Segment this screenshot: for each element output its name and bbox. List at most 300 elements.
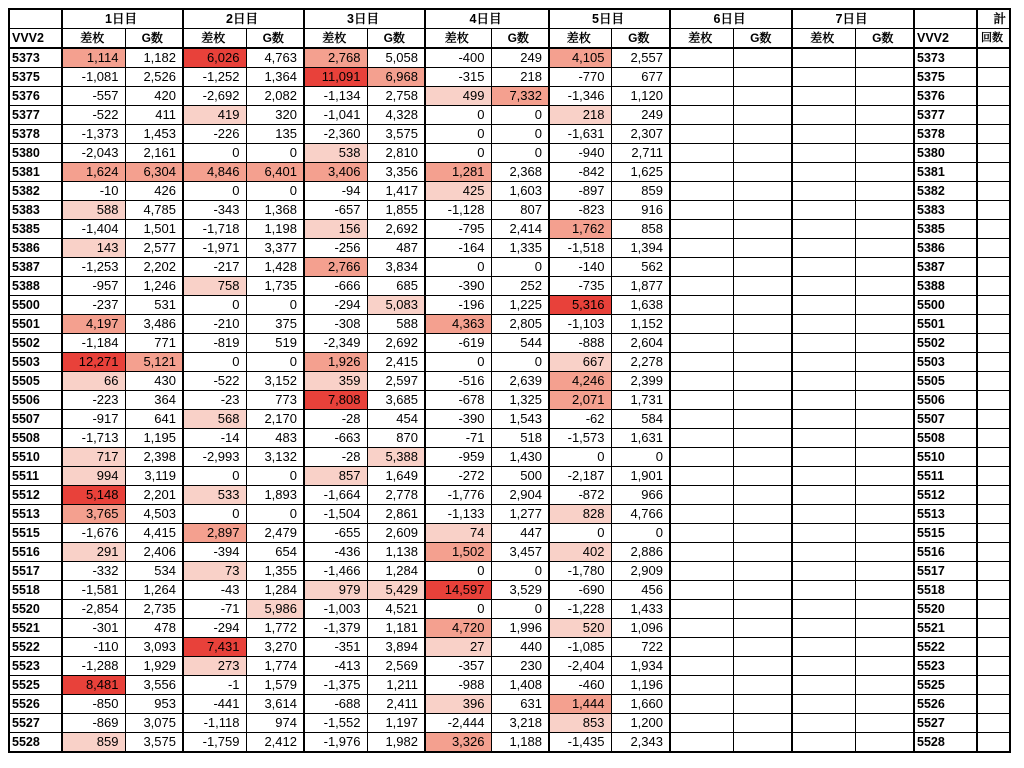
- g-cell: 5,121: [125, 353, 183, 372]
- g-cell: 2,735: [125, 600, 183, 619]
- g-cell: 500: [491, 467, 549, 486]
- sa-cell: 0: [183, 144, 246, 163]
- sa-cell: -1,759: [183, 733, 246, 753]
- machine-number-right: 5505: [914, 372, 977, 391]
- machine-number-right: 5375: [914, 68, 977, 87]
- machine-number-right: 5512: [914, 486, 977, 505]
- g-cell: [733, 562, 792, 581]
- machine-number-right: 5518: [914, 581, 977, 600]
- sa-cell: -71: [183, 600, 246, 619]
- g-cell: 4,415: [125, 524, 183, 543]
- g-cell: 3,529: [491, 581, 549, 600]
- sa-cell: -663: [304, 429, 367, 448]
- machine-column-label-right: VVV2: [914, 29, 977, 49]
- count-cell: [977, 144, 1010, 163]
- sa-cell: 74: [425, 524, 491, 543]
- machine-number-right: 5526: [914, 695, 977, 714]
- g-cell: [733, 277, 792, 296]
- sa-cell: 994: [62, 467, 125, 486]
- sa-cell: [792, 486, 855, 505]
- sa-cell: 73: [183, 562, 246, 581]
- sa-cell: 3,326: [425, 733, 491, 753]
- g-cell: 2,412: [246, 733, 304, 753]
- g-cell: [855, 600, 914, 619]
- g-cell: 3,457: [491, 543, 549, 562]
- sa-cell: 0: [425, 353, 491, 372]
- sa-cell: [670, 277, 733, 296]
- sa-cell: -1,184: [62, 334, 125, 353]
- g-cell: 3,575: [367, 125, 425, 144]
- sa-cell: [670, 182, 733, 201]
- g-cell: 807: [491, 201, 549, 220]
- g-cell: 2,904: [491, 486, 549, 505]
- g-header: G数: [246, 29, 304, 49]
- g-cell: 1,198: [246, 220, 304, 239]
- g-cell: 3,218: [491, 714, 549, 733]
- g-cell: 2,711: [611, 144, 670, 163]
- g-cell: 4,785: [125, 201, 183, 220]
- sa-cell: 667: [549, 353, 611, 372]
- machine-number-right: 5521: [914, 619, 977, 638]
- g-cell: 2,161: [125, 144, 183, 163]
- g-cell: 2,398: [125, 448, 183, 467]
- sa-cell: -140: [549, 258, 611, 277]
- sa-cell: -1,780: [549, 562, 611, 581]
- g-cell: 1,325: [491, 391, 549, 410]
- sa-cell: 0: [425, 144, 491, 163]
- sa-cell: -1,128: [425, 201, 491, 220]
- g-cell: 364: [125, 391, 183, 410]
- g-cell: [855, 315, 914, 334]
- sa-cell: -23: [183, 391, 246, 410]
- g-cell: 654: [246, 543, 304, 562]
- g-cell: 2,692: [367, 220, 425, 239]
- g-cell: 3,894: [367, 638, 425, 657]
- machine-number-right: 5385: [914, 220, 977, 239]
- sa-cell: 0: [183, 296, 246, 315]
- sa-cell: 3,406: [304, 163, 367, 182]
- g-cell: 1,660: [611, 695, 670, 714]
- g-cell: 1,200: [611, 714, 670, 733]
- machine-number-right: 5377: [914, 106, 977, 125]
- machine-row: [9, 125, 1010, 144]
- count-cell: [977, 600, 1010, 619]
- machine-number-right: 5501: [914, 315, 977, 334]
- g-cell: [733, 391, 792, 410]
- sa-cell: -897: [549, 182, 611, 201]
- g-cell: [733, 334, 792, 353]
- g-cell: 2,557: [611, 48, 670, 68]
- g-cell: [733, 619, 792, 638]
- count-cell: [977, 315, 1010, 334]
- g-cell: 1,138: [367, 543, 425, 562]
- count-cell: [977, 106, 1010, 125]
- g-cell: 430: [125, 372, 183, 391]
- sa-cell: -210: [183, 315, 246, 334]
- count-cell: [977, 296, 1010, 315]
- g-cell: 2,414: [491, 220, 549, 239]
- g-cell: 1,394: [611, 239, 670, 258]
- sa-cell: -1,676: [62, 524, 125, 543]
- sa-cell: -1,253: [62, 258, 125, 277]
- sa-cell: 0: [425, 562, 491, 581]
- count-cell: [977, 182, 1010, 201]
- sa-cell: -1,976: [304, 733, 367, 753]
- g-cell: [855, 163, 914, 182]
- sa-cell: -619: [425, 334, 491, 353]
- sa-cell: 2,768: [304, 48, 367, 68]
- sa-cell: -394: [183, 543, 246, 562]
- machine-header-blank: [914, 9, 977, 29]
- machine-row: [9, 429, 1010, 448]
- g-cell: 3,556: [125, 676, 183, 695]
- day-header: 7日目: [792, 9, 914, 29]
- g-cell: [855, 657, 914, 676]
- g-cell: 1,735: [246, 277, 304, 296]
- g-cell: 5,986: [246, 600, 304, 619]
- count-header: 回数: [977, 29, 1010, 49]
- count-cell: [977, 676, 1010, 695]
- sa-cell: -1,776: [425, 486, 491, 505]
- sa-header: 差枚: [304, 29, 367, 49]
- sa-cell: [670, 695, 733, 714]
- count-cell: [977, 201, 1010, 220]
- machine-number-right: 5520: [914, 600, 977, 619]
- sa-cell: -413: [304, 657, 367, 676]
- machine-number: 5508: [9, 429, 62, 448]
- machine-number: 5387: [9, 258, 62, 277]
- g-cell: [733, 600, 792, 619]
- g-cell: 6,968: [367, 68, 425, 87]
- sa-cell: [792, 638, 855, 657]
- sa-cell: 533: [183, 486, 246, 505]
- machine-row: [9, 562, 1010, 581]
- sa-cell: [670, 657, 733, 676]
- sa-cell: -357: [425, 657, 491, 676]
- machine-number-right: 5503: [914, 353, 977, 372]
- g-cell: 2,909: [611, 562, 670, 581]
- day-header-row: [9, 9, 1010, 29]
- machine-row: [9, 220, 1010, 239]
- sa-cell: [670, 524, 733, 543]
- sa-cell: -315: [425, 68, 491, 87]
- sa-cell: [792, 733, 855, 753]
- g-cell: [733, 524, 792, 543]
- sa-cell: -2,993: [183, 448, 246, 467]
- sa-header: 差枚: [549, 29, 611, 49]
- sa-cell: [670, 372, 733, 391]
- sa-cell: -43: [183, 581, 246, 600]
- sa-cell: -516: [425, 372, 491, 391]
- g-cell: 487: [367, 239, 425, 258]
- g-cell: [855, 429, 914, 448]
- g-cell: [855, 467, 914, 486]
- g-cell: [733, 48, 792, 68]
- g-cell: [855, 334, 914, 353]
- g-cell: 0: [246, 182, 304, 201]
- sa-cell: -2,692: [183, 87, 246, 106]
- sa-cell: [792, 68, 855, 87]
- g-cell: 2,577: [125, 239, 183, 258]
- sa-cell: [792, 125, 855, 144]
- g-cell: [733, 258, 792, 277]
- sa-cell: -940: [549, 144, 611, 163]
- sa-cell: -557: [62, 87, 125, 106]
- sa-cell: 396: [425, 695, 491, 714]
- machine-number-right: 5525: [914, 676, 977, 695]
- machine-row: [9, 201, 1010, 220]
- sa-cell: -1,252: [183, 68, 246, 87]
- sa-cell: -657: [304, 201, 367, 220]
- sa-cell: 218: [549, 106, 611, 125]
- g-cell: 1,152: [611, 315, 670, 334]
- sa-cell: -2,404: [549, 657, 611, 676]
- count-cell: [977, 733, 1010, 753]
- g-cell: [733, 296, 792, 315]
- sa-cell: -1,581: [62, 581, 125, 600]
- g-cell: 5,058: [367, 48, 425, 68]
- sa-cell: -1,103: [549, 315, 611, 334]
- g-cell: 218: [491, 68, 549, 87]
- sa-cell: [670, 638, 733, 657]
- g-cell: 1,982: [367, 733, 425, 753]
- sa-cell: [792, 239, 855, 258]
- sa-cell: -1,134: [304, 87, 367, 106]
- sa-cell: 7,808: [304, 391, 367, 410]
- g-cell: 2,307: [611, 125, 670, 144]
- sa-cell: [792, 619, 855, 638]
- sa-cell: [670, 106, 733, 125]
- g-cell: 771: [125, 334, 183, 353]
- machine-row: [9, 676, 1010, 695]
- g-cell: 916: [611, 201, 670, 220]
- machine-number: 5382: [9, 182, 62, 201]
- sa-cell: [670, 353, 733, 372]
- g-cell: [855, 619, 914, 638]
- machine-number: 5527: [9, 714, 62, 733]
- sa-cell: 0: [183, 467, 246, 486]
- g-cell: 0: [246, 505, 304, 524]
- sa-cell: -1: [183, 676, 246, 695]
- sa-cell: -1,081: [62, 68, 125, 87]
- sa-cell: -819: [183, 334, 246, 353]
- g-cell: 1,631: [611, 429, 670, 448]
- sa-cell: -226: [183, 125, 246, 144]
- sa-cell: -1,375: [304, 676, 367, 695]
- g-cell: 0: [491, 600, 549, 619]
- g-cell: 588: [367, 315, 425, 334]
- count-cell: [977, 486, 1010, 505]
- machine-number: 5503: [9, 353, 62, 372]
- g-cell: 1,877: [611, 277, 670, 296]
- g-cell: 7,332: [491, 87, 549, 106]
- sa-cell: -301: [62, 619, 125, 638]
- machine-number: 5517: [9, 562, 62, 581]
- machine-number: 5507: [9, 410, 62, 429]
- sa-cell: -2,043: [62, 144, 125, 163]
- sa-cell: [792, 220, 855, 239]
- sa-cell: 0: [425, 600, 491, 619]
- sa-cell: 425: [425, 182, 491, 201]
- sa-cell: -1,346: [549, 87, 611, 106]
- day-header: 2日目: [183, 9, 304, 29]
- machine-number: 5525: [9, 676, 62, 695]
- machine-row: [9, 334, 1010, 353]
- machine-number-right: 5378: [914, 125, 977, 144]
- g-cell: [733, 543, 792, 562]
- machine-number-right: 5373: [914, 48, 977, 68]
- g-cell: 320: [246, 106, 304, 125]
- sa-cell: 1,502: [425, 543, 491, 562]
- machine-number-right: 5528: [914, 733, 977, 753]
- g-cell: [733, 239, 792, 258]
- g-cell: 249: [611, 106, 670, 125]
- machine-number-right: 5386: [914, 239, 977, 258]
- machine-number: 5502: [9, 334, 62, 353]
- sa-cell: [670, 619, 733, 638]
- g-cell: 1,893: [246, 486, 304, 505]
- machine-number-right: 5527: [914, 714, 977, 733]
- sa-cell: [792, 372, 855, 391]
- g-cell: [855, 372, 914, 391]
- machine-number-right: 5502: [914, 334, 977, 353]
- sa-cell: 1,444: [549, 695, 611, 714]
- sa-cell: -1,713: [62, 429, 125, 448]
- count-cell: [977, 505, 1010, 524]
- machine-number-right: 5523: [914, 657, 977, 676]
- machine-number: 5376: [9, 87, 62, 106]
- sa-cell: -1,404: [62, 220, 125, 239]
- sa-cell: -217: [183, 258, 246, 277]
- sa-cell: -94: [304, 182, 367, 201]
- sa-cell: -294: [304, 296, 367, 315]
- g-cell: 1,579: [246, 676, 304, 695]
- machine-number-right: 5383: [914, 201, 977, 220]
- total-header: 計: [977, 9, 1010, 29]
- sa-cell: -1,573: [549, 429, 611, 448]
- sa-cell: 538: [304, 144, 367, 163]
- sa-cell: 0: [549, 524, 611, 543]
- g-cell: 3,575: [125, 733, 183, 753]
- g-cell: 3,075: [125, 714, 183, 733]
- g-cell: 1,364: [246, 68, 304, 87]
- g-cell: [733, 163, 792, 182]
- sa-cell: -869: [62, 714, 125, 733]
- g-cell: [733, 486, 792, 505]
- sa-cell: [792, 467, 855, 486]
- sa-cell: [792, 581, 855, 600]
- sa-cell: -400: [425, 48, 491, 68]
- g-cell: 641: [125, 410, 183, 429]
- sa-cell: 1,114: [62, 48, 125, 68]
- day-header: 5日目: [549, 9, 670, 29]
- g-cell: 252: [491, 277, 549, 296]
- g-cell: 1,277: [491, 505, 549, 524]
- sa-cell: -1,003: [304, 600, 367, 619]
- day-header: 3日目: [304, 9, 425, 29]
- g-cell: [855, 410, 914, 429]
- g-cell: [855, 543, 914, 562]
- sa-cell: 8,481: [62, 676, 125, 695]
- g-cell: 4,763: [246, 48, 304, 68]
- machine-number: 5501: [9, 315, 62, 334]
- sa-cell: [792, 695, 855, 714]
- machine-row: [9, 638, 1010, 657]
- sa-cell: 588: [62, 201, 125, 220]
- g-cell: [855, 353, 914, 372]
- g-cell: 440: [491, 638, 549, 657]
- sa-cell: [792, 277, 855, 296]
- sa-cell: -10: [62, 182, 125, 201]
- machine-row: [9, 657, 1010, 676]
- machine-row: [9, 448, 1010, 467]
- g-cell: 0: [491, 353, 549, 372]
- g-cell: [733, 106, 792, 125]
- count-cell: [977, 581, 1010, 600]
- sa-cell: [792, 429, 855, 448]
- sa-cell: [792, 391, 855, 410]
- g-cell: 1,211: [367, 676, 425, 695]
- sa-cell: -256: [304, 239, 367, 258]
- machine-number: 5518: [9, 581, 62, 600]
- machine-number: 5510: [9, 448, 62, 467]
- machine-number: 5373: [9, 48, 62, 68]
- sa-cell: -690: [549, 581, 611, 600]
- g-cell: 518: [491, 429, 549, 448]
- sa-cell: -71: [425, 429, 491, 448]
- sa-cell: -678: [425, 391, 491, 410]
- sa-cell: [670, 562, 733, 581]
- sa-cell: [792, 676, 855, 695]
- machine-number-right: 5508: [914, 429, 977, 448]
- machine-number-right: 5387: [914, 258, 977, 277]
- machine-number-right: 5500: [914, 296, 977, 315]
- g-cell: 1,120: [611, 87, 670, 106]
- g-cell: 544: [491, 334, 549, 353]
- count-cell: [977, 87, 1010, 106]
- count-cell: [977, 68, 1010, 87]
- sa-cell: 4,363: [425, 315, 491, 334]
- sa-cell: -823: [549, 201, 611, 220]
- machine-row: [9, 48, 1010, 68]
- machine-row: [9, 714, 1010, 733]
- g-cell: [733, 733, 792, 753]
- g-cell: 1,603: [491, 182, 549, 201]
- g-cell: 1,096: [611, 619, 670, 638]
- sa-cell: 1,926: [304, 353, 367, 372]
- sa-cell: 758: [183, 277, 246, 296]
- machine-row: [9, 600, 1010, 619]
- g-cell: 2,368: [491, 163, 549, 182]
- g-cell: [855, 125, 914, 144]
- g-cell: 1,264: [125, 581, 183, 600]
- g-cell: [855, 695, 914, 714]
- sa-cell: [792, 714, 855, 733]
- g-header: G数: [125, 29, 183, 49]
- g-cell: [733, 638, 792, 657]
- sa-cell: -655: [304, 524, 367, 543]
- sa-cell: -223: [62, 391, 125, 410]
- machine-number: 5523: [9, 657, 62, 676]
- spreadsheet: [8, 8, 1011, 753]
- count-cell: [977, 163, 1010, 182]
- g-cell: [733, 467, 792, 486]
- sa-header: 差枚: [670, 29, 733, 49]
- g-cell: 1,182: [125, 48, 183, 68]
- g-cell: 454: [367, 410, 425, 429]
- g-cell: 0: [491, 106, 549, 125]
- sa-cell: -1,379: [304, 619, 367, 638]
